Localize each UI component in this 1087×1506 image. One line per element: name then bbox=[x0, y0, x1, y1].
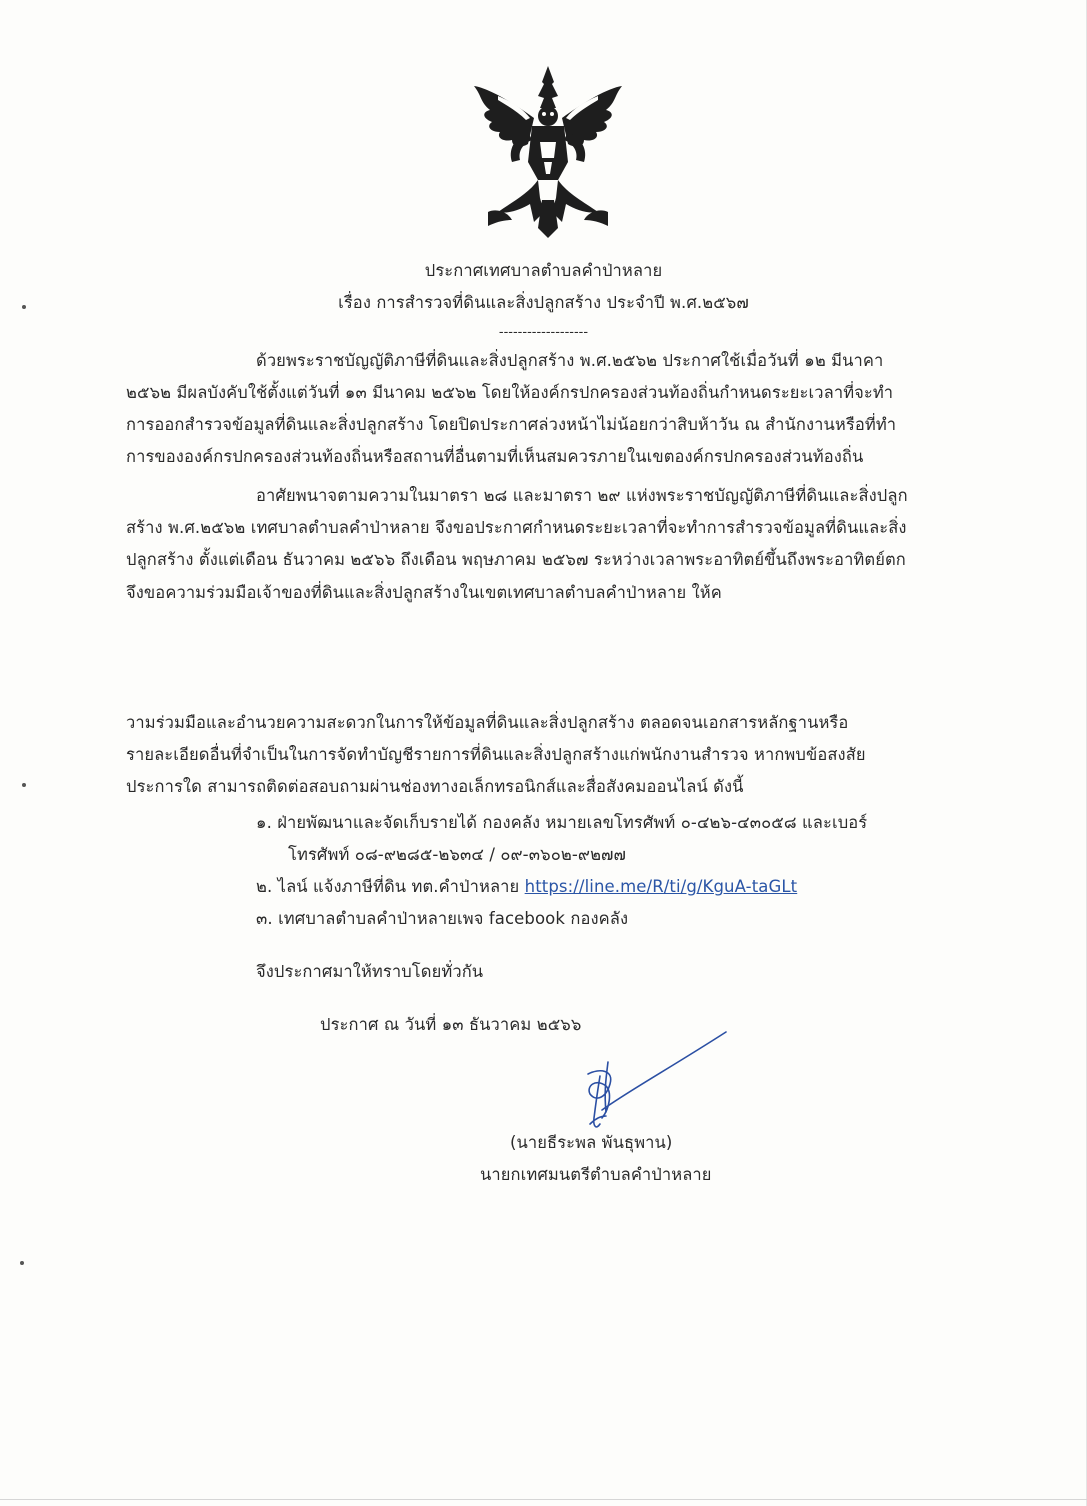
announcement-title: ประกาศเทศบาลตำบลคำป่าหลาย bbox=[424, 261, 663, 280]
paragraph-3-line-1: วามร่วมมือและอำนวยความสะดวกในการให้ข้อมูลที่ดินและสิ่งปลูกสร้าง ตลอดจนเอกสารหลักฐานหรือ bbox=[126, 713, 849, 732]
announcement-subject: เรื่อง การสำรวจที่ดินและสิ่งปลูกสร้าง ประจำปี พ.ศ.๒๕๖๗ bbox=[338, 293, 749, 312]
paragraph-2-line-2: สร้าง พ.ศ.๒๕๖๒ เทศบาลตำบลคำป่าหลาย จึงขอประกาศกำหนดระยะเวลาที่จะทำการสำรวจข้อมูลที่ดินและสิ่ง bbox=[126, 518, 907, 537]
paragraph-2-line-1: อาศัยพนาจตามความในมาตรา ๒๘ และมาตรา ๒๙ แห่งพระราชบัญญัติภาษีที่ดินและสิ่งปลูก bbox=[256, 486, 908, 505]
contact-item-2 bbox=[256, 876, 797, 898]
contact-item-3: ๓. เทศบาลตำบลคำป่าหลายเพจ facebook กองคลัง bbox=[256, 909, 629, 928]
closing-statement: จึงประกาศมาให้ทราบโดยทั่วกัน bbox=[256, 962, 484, 981]
contact-item-1-line-1: ๑. ฝ่ายพัฒนาและจัดเก็บรายได้ กองคลัง หมายเลขโทรศัพท์ ๐-๔๒๖-๔๓๐๕๘ และเบอร์ bbox=[256, 813, 868, 832]
garuda-emblem bbox=[468, 62, 628, 242]
paragraph-3-line-3: ประการใด สามารถติดต่อสอบถามผ่านช่องทางอเล็กทรอนิกส์และสื่อสังคมออนไลน์ ดังนี้ bbox=[126, 777, 744, 796]
signatory-name: (นายธีระพล พันธุพาน) bbox=[510, 1133, 673, 1152]
scan-dot bbox=[22, 783, 26, 787]
paragraph-1-line-2: ๒๕๖๒ มีผลบังคับใช้ตั้งแต่วันที่ ๑๓ มีนาคม ๒๕๖๒ โดยให้องค์กรปกครองส่วนท้องถิ่นกำหนดระยะเวลาที่จะทำ bbox=[126, 383, 894, 402]
scan-dot bbox=[20, 1261, 24, 1265]
scan-dot bbox=[22, 305, 26, 309]
contact-item-2-label: ๒. ไลน์ แจ้งภาษีที่ดิน ทต.คำป่าหลาย bbox=[256, 877, 525, 896]
contact-item-1-line-2: โทรศัพท์ ๐๘-๙๒๘๕-๒๖๓๔ / ๐๙-๓๖๐๒-๙๒๗๗ bbox=[288, 845, 627, 864]
paragraph-2-line-4: จึงขอความร่วมมือเจ้าของที่ดินและสิ่งปลูกสร้างในเขตเทศบาลตำบลคำป่าหลาย ให้ค bbox=[126, 583, 722, 602]
scan-bottom-edge bbox=[0, 1499, 1087, 1500]
paragraph-1-line-1: ด้วยพระราชบัญญัติภาษีที่ดินและสิ่งปลูกสร้าง พ.ศ.๒๕๖๒ ประกาศใช้เมื่อวันที่ ๑๒ มีนาคา bbox=[256, 351, 884, 370]
signatory-position: นายกเทศมนตรีตำบลคำป่าหลาย bbox=[480, 1165, 712, 1184]
line-group-link[interactable]: https://line.me/R/ti/g/KguA-taGLt bbox=[524, 877, 798, 896]
handwritten-signature bbox=[560, 1028, 740, 1138]
paragraph-1-line-4: การขององค์กรปกครองส่วนท้องถิ่นหรือสถานที่อื่นตามที่เห็นสมควรภายในเขตองค์กรปกครองส่วนท้องถิ่น bbox=[126, 447, 864, 466]
announcement-date: ประกาศ ณ วันที่ ๑๓ ธันวาคม ๒๕๖๖ bbox=[320, 1015, 582, 1034]
paragraph-2-line-3: ปลูกสร้าง ตั้งแต่เดือน ธันวาคม ๒๕๖๖ ถึงเดือน พฤษภาคม ๒๕๖๗ ระหว่างเวลาพระอาทิตย์ขึ้นถึงพระอาทิตย์ตก bbox=[126, 550, 906, 569]
title-separator: ------------------- bbox=[498, 325, 589, 340]
paragraph-3-line-2: รายละเอียดอื่นที่จำเป็นในการจัดทำบัญชีรายการที่ดินและสิ่งปลูกสร้างแก่พนักงานสำรวจ หากพบข้อสงสัย bbox=[126, 745, 866, 764]
paragraph-1-line-3: การออกสำรวจข้อมูลที่ดินและสิ่งปลูกสร้าง โดยปิดประกาศล่วงหน้าไม่น้อยกว่าสิบห้าวัน ณ สำนักงานหรือที่ทำ bbox=[126, 415, 897, 434]
